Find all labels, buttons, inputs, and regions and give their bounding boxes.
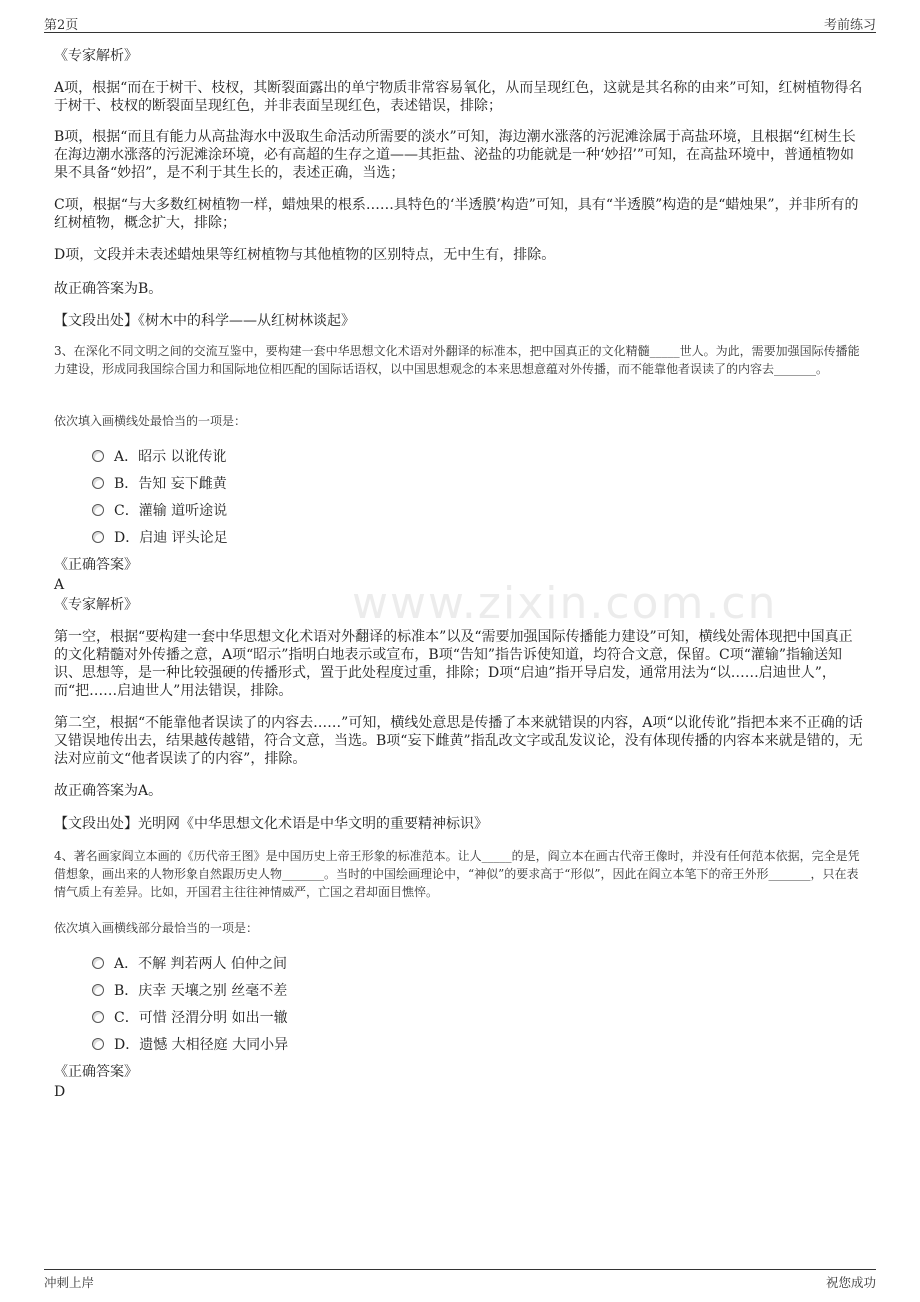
header-title: 考前练习	[823, 18, 876, 33]
q2-conclusion: 故正确答案为B。	[54, 281, 163, 297]
q3-prompt: 依次填入画横线处最恰当的一项是：	[54, 414, 247, 428]
radio-icon[interactable]	[92, 1038, 104, 1050]
q2-analysis-d: D项，文段并未表述蜡烛果等红树植物与其他植物的区别特点，无中生有，排除。	[54, 247, 556, 263]
q3-option-c[interactable]: C．灌输 道听途说	[92, 502, 227, 520]
footer-left: 冲刺上岸	[44, 1275, 95, 1290]
radio-icon[interactable]	[92, 1011, 104, 1023]
q2-analysis-heading: 《专家解析》	[54, 48, 138, 64]
q4-option-c[interactable]: C．可惜 泾渭分明 如出一辙	[92, 1009, 288, 1027]
q4-option-b[interactable]: B．庆幸 天壤之别 丝毫不差	[92, 982, 287, 1000]
q3-option-a[interactable]: A．昭示 以讹传讹	[92, 448, 227, 466]
q3-answer-heading: 《正确答案》	[54, 557, 138, 573]
q4-answer: D	[54, 1084, 66, 1100]
page-number: 第2页	[44, 18, 79, 33]
q3-option-b[interactable]: B．告知 妄下雌黄	[92, 475, 227, 493]
footer-right: 祝您成功	[825, 1275, 876, 1290]
q4-answer-heading: 《正确答案》	[54, 1064, 138, 1080]
page-footer	[44, 1269, 876, 1292]
q4-option-a[interactable]: A．不解 判若两人 伯仲之间	[92, 955, 287, 973]
radio-icon[interactable]	[92, 504, 104, 516]
q2-source: 【文段出处】《树木中的科学——从红树林谈起》	[54, 313, 355, 329]
q2-analysis-b: B项，根据“而且有能力从高盐海水中汲取生命活动所需要的淡水”可知，海边潮水涨落的污泥滩涂属于高盐环境，且根据“红树生长在海边潮水涨落的污泥滩涂环境，必有高超的生存之道——其拒盐、泌盐的功能就是一种‘妙招’”可知，在高盐环境中，普通植物如果不具备“妙招”，是不利于其生长的，表述正确，当选；	[54, 129, 856, 181]
q3-option-d[interactable]: D．启迪 评头论足	[92, 529, 228, 547]
radio-icon[interactable]	[92, 531, 104, 543]
radio-icon[interactable]	[92, 984, 104, 996]
q2-analysis-a: A项，根据“而在于树干、枝杈，其断裂面露出的单宁物质非常容易氧化，从而呈现红色，这就是其名称的由来”可知，红树植物得名于树干、枝杈的断裂面呈现红色，并非表面呈现红色，表述错误，排除；	[54, 80, 863, 114]
q4-option-d[interactable]: D．遗憾 大相径庭 大同小异	[92, 1036, 288, 1054]
watermark: www.zixin.com.cn	[352, 578, 778, 629]
q3-stem: 3、在深化不同文明之间的交流互鉴中，要构建一套中华思想文化术语对外翻译的标准本，把中国真正的文化精髓_____世人。为此，需要加强国际传播能力建设，形成同我国综合国力和国际地位相匹配的国际话语权，以中国思想观念的本来思想意蕴对外传播，而不能靠他者误读了的内容去_______。	[54, 344, 860, 376]
q3-conclusion: 故正确答案为A。	[54, 783, 163, 799]
radio-icon[interactable]	[92, 957, 104, 969]
radio-icon[interactable]	[92, 477, 104, 489]
radio-icon[interactable]	[92, 450, 104, 462]
q2-analysis-c: C项，根据“与大多数红树植物一样，蜡烛果的根系……具特色的‘半透膜’构造”可知，具有“半透膜”构造的是“蜡烛果”，并非所有的红树植物，概念扩大，排除；	[54, 197, 859, 231]
q3-analysis-p2: 第二空，根据“不能靠他者误读了的内容去……”可知，横线处意思是传播了本来就错误的内容，A项“以讹传讹”指把本来不正确的话又错误地传出去，结果越传越错，符合文意，当选。B项“妄下雌黄”指乱改文字或乱发议论，没有体现传播的内容本来就是错的，无法对应前文“他者误读了的内容”，排除。	[54, 715, 863, 767]
q3-answer: A	[54, 577, 65, 593]
q3-analysis-heading: 《专家解析》	[54, 597, 138, 613]
page-header	[44, 10, 876, 33]
q4-prompt: 依次填入画横线部分最恰当的一项是：	[54, 921, 259, 935]
q3-source: 【文段出处】光明网《中华思想文化术语是中华文明的重要精神标识》	[54, 816, 488, 832]
q4-stem: 4、著名画家阎立本画的《历代帝王图》是中国历史上帝王形象的标准范本。让人_____的是，阎立本在画古代帝王像时，并没有任何范本依据，完全是凭借想象，画出来的人物形象自然跟历史人物_______。当时的中国绘画理论中，“神似”的要求高于“形似”，因此在阎立本笔下的帝王外形_______，只在表情气质上有差异。比如，开国君主往往神情威严，亡国之君却面目憔悴。	[54, 849, 860, 899]
q3-analysis-p1: 第一空，根据“要构建一套中华思想文化术语对外翻译的标准本”以及“需要加强国际传播能力建设”可知，横线处需体现把中国真正的文化精髓对外传播之意，A项“昭示”指明白地表示或宣布，B项“告知”指告诉使知道，均符合文意，保留。C项“灌输”指输送知识、思想等，是一种比较强硬的传播形式，置于此处程度过重，排除；D项“启迪”指开导启发，通常用法为“以……启迪世人”，而“把……启迪世人”用法错误，排除。	[54, 629, 853, 699]
